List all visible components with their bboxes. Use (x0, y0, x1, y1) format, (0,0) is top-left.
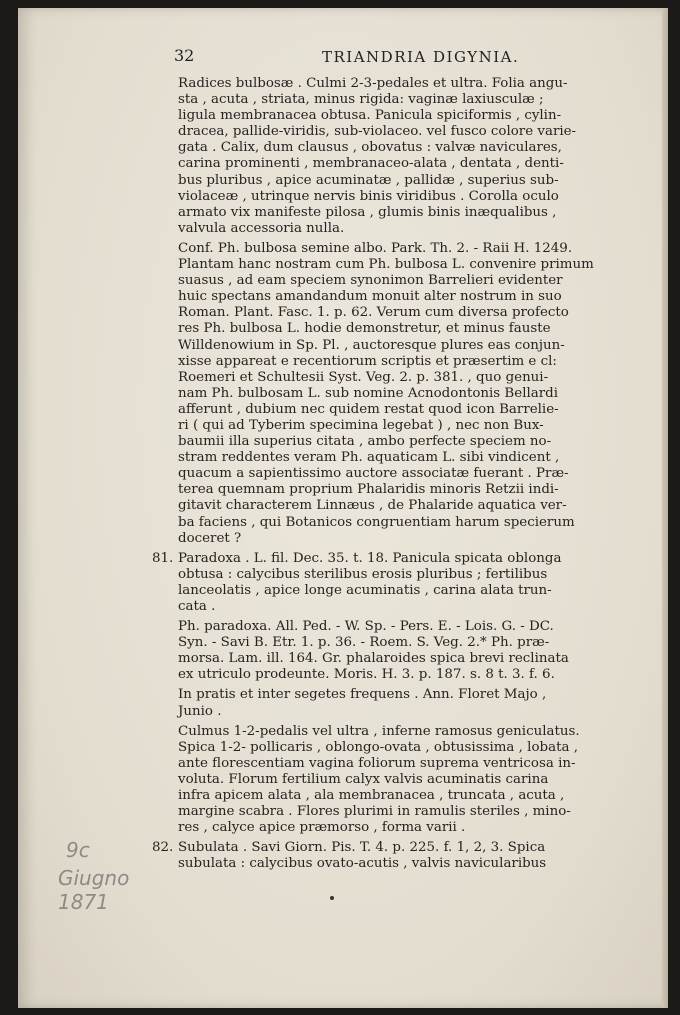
discussion-block (178, 241, 643, 547)
text-line: Conf. Ph. bulbosa semine albo. Park. Th. 2. - Raii H. 1249. (178, 240, 573, 256)
text-line: Roemeri et Schultesii Syst. Veg. 2. p. 381. , quo genui- (178, 369, 549, 385)
text-line: afferunt , dubium nec quidem restat quod icon Barrelie- (178, 401, 559, 417)
text-line: carina prominenti , membranaceo-alata , dentata , denti- (178, 156, 564, 172)
text-line: subulata : calycibus ovato-acutis , valvis navicularibus (178, 856, 547, 872)
text-line: doceret ? (178, 530, 242, 546)
text-line: bus pluribus , apice acuminatæ , pallidæ , superius sub- (178, 172, 559, 188)
text-line: stram reddentes veram Ph. aquaticam L. sibi vindicent , (178, 450, 560, 466)
page-edge (662, 8, 668, 1008)
text-line: Roman. Plant. Fasc. 1. p. 62. Verum cum diversa profecto (178, 305, 569, 321)
text-line: infra apicem alata , ala membranacea , truncata , acuta , (178, 788, 565, 804)
marginal-date: Giugno 1871 (58, 866, 130, 914)
text-line: In pratis et inter segetes frequens . Ann. Floret Majo , (178, 687, 547, 703)
text-line: Plantam hanc nostram cum Ph. bulbosa L. convenire primum (178, 257, 594, 273)
text-line: res Ph. bulbosa L. hodie demonstretur, et minus fauste (178, 321, 551, 337)
text-line: gitavit characterem Linnæus , de Phalaride aquatica ver- (178, 498, 567, 514)
text-line: res , calyce apice præmorso , forma varii . (178, 820, 466, 836)
entry-habitat (178, 687, 643, 719)
entry-number: 82. (152, 840, 174, 856)
text-line: morsa. Lam. ill. 164. Gr. phalaroides spica brevi reclinata (178, 651, 569, 667)
text-line: nam Ph. bulbosam L. sub nomine Acnodontonis Bellardi (178, 385, 558, 401)
text-line: sta , acuta , striata, minus rigida: vaginæ laxiusculæ ; (178, 92, 544, 108)
species-entry-81 (152, 550, 643, 837)
marginal-note: 9c (66, 838, 90, 862)
handwritten-marginalia (58, 838, 168, 914)
running-title: TRIANDRIA DIGYNIA. (322, 48, 520, 66)
text-line: Radices bulbosæ . Culmi 2-3-pedales et ultra. Folia angu- (178, 76, 568, 91)
text-line: ante florescentiam vagina foliorum suprema ventricosa in- (178, 755, 576, 771)
text-line: terea quemnam proprium Phalaridis minoris Retzii indi- (178, 482, 559, 498)
page-header (174, 46, 554, 74)
text-line: ligula membranacea obtusa. Panicula spiciformis , cylin- (178, 108, 562, 124)
text-line: ex utriculo prodeunte. Moris. H. 3. p. 187. s. 8 t. 3. f. 6. (178, 667, 555, 683)
species-entry-82 (152, 840, 643, 872)
text-line: Junio . (178, 703, 222, 719)
text-line: Culmus 1-2-pedalis vel ultra , inferne ramosus geniculatus. (178, 723, 580, 739)
text-line: Syn. - Savi B. Etr. 1. p. 36. - Roem. S. Veg. 2.* Ph. præ- (178, 635, 550, 651)
text-line: ri ( qui ad Tyberim specimina legebat ) , nec non Bux- (178, 417, 544, 433)
entry-diagnosis (178, 551, 643, 615)
text-line: valvula accessoria nulla. (178, 220, 345, 236)
text-line: xisse appareat e recentiorum scriptis et præsertim e cl: (178, 353, 557, 369)
description-block (178, 76, 643, 237)
text-line: quacum a sapientissimo auctore associatæ fuerant . Præ- (178, 466, 569, 482)
entry-number: 81. (152, 550, 174, 566)
text-line: Spica 1-2- pollicaris , oblongo-ovata , obtusissima , lobata , (178, 739, 578, 755)
text-line: cata . (178, 599, 216, 614)
text-line: suasus , ad eam speciem synonimon Barrelieri evidenter (178, 273, 563, 289)
text-line: voluta. Florum fertilium calyx valvis acuminatis carina (178, 771, 549, 787)
text-line: ba faciens , qui Botanicos congruentiam harum specierum (178, 514, 575, 530)
entry-description (178, 724, 643, 837)
text-line: lanceolatis , apice longe acuminatis , carina alata trun- (178, 582, 552, 598)
text-line: margine scabra . Flores plurimi in ramulis steriles , mino- (178, 804, 571, 820)
text-line: gata . Calix, dum clausus , obovatus : valvæ naviculares, (178, 140, 562, 156)
entry-diagnosis (178, 840, 643, 872)
ink-spot (330, 896, 334, 900)
text-line: Paradoxa . L. fil. Dec. 35. t. 18. Panicula spicata oblonga (178, 550, 562, 566)
text-line: armato vix manifeste pilosa , glumis binis inæqualibus , (178, 204, 557, 220)
text-line: Willdenowium in Sp. Pl. , auctoresque plures eas conjun- (178, 337, 565, 353)
text-line: baumii illa superius citata , ambo perfecte speciem no- (178, 434, 552, 450)
text-line: dracea, pallide-viridis, sub-violaceo. vel fusco colore varie- (178, 124, 577, 140)
entry-synonyms (178, 619, 643, 683)
page-number: 32 (174, 46, 195, 65)
text-line: violaceæ , utrinque nervis binis viridibus . Corolla oculo (178, 188, 559, 204)
text-line: huic spectans amandandum monuit alter nostrum in suo (178, 289, 562, 305)
text-line: Ph. paradoxa. All. Ped. - W. Sp. - Pers. E. - Lois. G. - DC. (178, 619, 554, 635)
text-line: Subulata . Savi Giorn. Pis. T. 4. p. 225. f. 1, 2, 3. Spica (178, 840, 546, 856)
text-line: obtusa : calycibus sterilibus erosis pluribus ; fertilibus (178, 566, 548, 582)
body-text (152, 76, 643, 877)
